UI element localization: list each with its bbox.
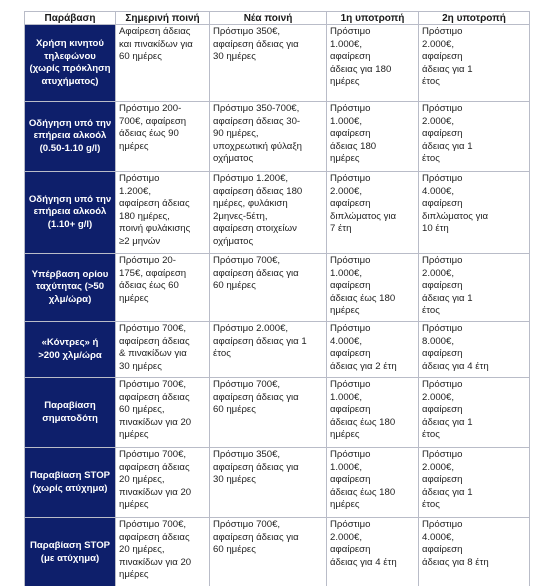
new-penalty-text: Πρόστιμο 700€, αφαίρεση άδειας για 60 ημέρες xyxy=(213,519,299,555)
offense-cell xyxy=(25,518,116,586)
second-repeat-cell xyxy=(419,25,530,102)
first-repeat-text: Πρόστιμο 2.000€, αφαίρεση άδειας για 4 έτη xyxy=(330,519,397,568)
first-repeat-cell xyxy=(327,254,419,322)
header-first-repeat: 1η υποτροπή xyxy=(327,12,419,25)
new-penalty-cell xyxy=(210,518,327,586)
header-offense: Παράβαση xyxy=(25,12,116,25)
new-penalty-text: Πρόστιμο 2.000€, αφαίρεση άδειας για 1 έτος xyxy=(213,323,307,359)
offense-cell xyxy=(25,322,116,378)
current-penalty-cell xyxy=(116,254,210,322)
first-repeat-text: Πρόστιμο 1.000€, αφαίρεση άδειας έως 180 ημέρες xyxy=(330,379,396,440)
second-repeat-text: Πρόστιμο 2.000€, αφαίρεση άδειας για 1 έτος xyxy=(422,255,473,316)
table-row xyxy=(25,172,530,254)
current-penalty-text: Πρόστιμο 20- 175€, αφαίρεση άδειας έως 60 ημέρες xyxy=(119,255,187,304)
current-penalty-text: Πρόστιμο 700€, αφαίρεση άδειας & πινακίδων για 30 ημέρες xyxy=(119,323,190,372)
offense-text: Οδήγηση υπό την επήρεια αλκοόλ (0.50-1.10 g/l) xyxy=(28,117,112,154)
first-repeat-text: Πρόστιμο 1.000€, αφαίρεση άδειας 180 ημέρες xyxy=(330,103,377,164)
offense-text: Υπέρβαση ορίου ταχύτητας (>50 χλμ/ώρα) xyxy=(31,268,109,305)
offense-cell xyxy=(25,448,116,518)
first-repeat-cell xyxy=(327,102,419,172)
current-penalty-cell xyxy=(116,518,210,586)
table-row xyxy=(25,322,530,378)
second-repeat-text: Πρόστιμο 4.000€, αφαίρεση διπλώματος για 10 έτη xyxy=(422,173,489,234)
first-repeat-cell xyxy=(327,25,419,102)
current-penalty-cell xyxy=(116,322,210,378)
header-new-penalty: Νέα ποινή xyxy=(210,12,327,25)
new-penalty-cell xyxy=(210,448,327,518)
table-row xyxy=(25,518,530,586)
current-penalty-text: Πρόστιμο 700€, αφαίρεση άδειας 20 ημέρες, πινακίδων για 20 ημέρες xyxy=(119,449,192,510)
new-penalty-text: Πρόστιμο 1.200€, αφαίρεση άδειας 180 ημέρες, φυλάκιση 2μηνες-5έτη, αφαίρεση στοιχείων οχήματος xyxy=(213,173,303,247)
offense-text: «Κόντρες» ή >200 χλμ/ώρα xyxy=(38,337,102,361)
second-repeat-text: Πρόστιμο 2.000€, αφαίρεση άδειας για 1 έτος xyxy=(422,103,473,164)
header-row xyxy=(25,12,530,25)
second-repeat-cell xyxy=(419,102,530,172)
offense-cell xyxy=(25,254,116,322)
first-repeat-text: Πρόστιμο 1.000€, αφαίρεση άδειας για 180 ημέρες xyxy=(330,26,392,87)
table-row xyxy=(25,102,530,172)
first-repeat-text: Πρόστιμο 1.000€, αφαίρεση άδειας έως 180 ημέρες xyxy=(330,449,396,510)
new-penalty-text: Πρόστιμο 350€, αφαίρεση άδειας για 30 ημέρες xyxy=(213,449,299,485)
current-penalty-text: Πρόστιμο 700€, αφαίρεση άδειας 60 ημέρες, πινακίδων για 20 ημέρες xyxy=(119,379,192,440)
second-repeat-cell xyxy=(419,518,530,586)
offense-text: Παραβίαση STOP (χωρίς ατύχημα) xyxy=(29,470,111,494)
first-repeat-cell xyxy=(327,448,419,518)
table-row xyxy=(25,448,530,518)
header-second-repeat: 2η υποτροπή xyxy=(419,12,530,25)
second-repeat-cell xyxy=(419,448,530,518)
second-repeat-text: Πρόστιμο 2.000€, αφαίρεση άδειας για 1 έτος xyxy=(422,449,473,510)
new-penalty-text: Πρόστιμο 700€, αφαίρεση άδειας για 60 ημέρες xyxy=(213,255,299,291)
current-penalty-text: Αφαίρεση άδειας και πινακίδων για 60 ημέρες xyxy=(119,26,193,62)
header-current-penalty: Σημερινή ποινή xyxy=(116,12,210,25)
second-repeat-cell xyxy=(419,322,530,378)
offense-cell xyxy=(25,172,116,254)
new-penalty-cell xyxy=(210,102,327,172)
current-penalty-cell xyxy=(116,102,210,172)
penalties-table xyxy=(24,11,530,586)
new-penalty-text: Πρόστιμο 350-700€, αφαίρεση άδειας 30- 90 ημέρες, υποχρεωτική φύλαξη οχήματος xyxy=(213,103,302,164)
offense-text: Παραβίαση σηματοδότη xyxy=(42,400,98,424)
offense-cell xyxy=(25,102,116,172)
new-penalty-cell xyxy=(210,172,327,254)
first-repeat-cell xyxy=(327,378,419,448)
first-repeat-text: Πρόστιμο 2.000€, αφαίρεση διπλώματος για 7 έτη xyxy=(330,173,397,234)
new-penalty-cell xyxy=(210,322,327,378)
table-row xyxy=(25,378,530,448)
new-penalty-text: Πρόστιμο 700€, αφαίρεση άδειας για 60 ημέρες xyxy=(213,379,299,415)
offense-text: Οδήγηση υπό την επήρεια αλκοόλ (1.10+ g/l) xyxy=(28,193,112,230)
current-penalty-cell xyxy=(116,172,210,254)
second-repeat-text: Πρόστιμο 2.000€, αφαίρεση άδειας για 1 έτος xyxy=(422,379,473,440)
second-repeat-cell xyxy=(419,378,530,448)
offense-cell xyxy=(25,25,116,102)
second-repeat-text: Πρόστιμο 8.000€, αφαίρεση άδειας για 4 έτη xyxy=(422,323,489,372)
new-penalty-cell xyxy=(210,254,327,322)
offense-text: Παραβίαση STOP (με ατύχημα) xyxy=(29,540,111,564)
second-repeat-text: Πρόστιμο 4.000€, αφαίρεση άδειας για 8 έτη xyxy=(422,519,489,568)
current-penalty-cell xyxy=(116,25,210,102)
first-repeat-cell xyxy=(327,518,419,586)
offense-text: Χρήση κινητού τηλεφώνου (χωρίς πρόκληση ατυχήματος) xyxy=(29,38,111,87)
current-penalty-cell xyxy=(116,378,210,448)
new-penalty-text: Πρόστιμο 350€, αφαίρεση άδειας για 30 ημέρες xyxy=(213,26,299,62)
current-penalty-text: Πρόστιμο 200- 700€, αφαίρεση άδειας έως 90 ημέρες xyxy=(119,103,187,152)
first-repeat-text: Πρόστιμο 1.000€, αφαίρεση άδειας έως 180 ημέρες xyxy=(330,255,396,316)
first-repeat-text: Πρόστιμο 4.000€, αφαίρεση άδειας για 2 έτη xyxy=(330,323,397,372)
second-repeat-text: Πρόστιμο 2.000€, αφαίρεση άδειας για 1 έτος xyxy=(422,26,473,87)
second-repeat-cell xyxy=(419,172,530,254)
table-row xyxy=(25,25,530,102)
new-penalty-cell xyxy=(210,378,327,448)
table-row xyxy=(25,254,530,322)
current-penalty-text: Πρόστιμο 1.200€, αφαίρεση άδειας 180 ημέρες, ποινή φυλάκισης ≥2 μηνών xyxy=(119,173,191,247)
current-penalty-cell xyxy=(116,448,210,518)
second-repeat-cell xyxy=(419,254,530,322)
first-repeat-cell xyxy=(327,172,419,254)
first-repeat-cell xyxy=(327,322,419,378)
new-penalty-cell xyxy=(210,25,327,102)
current-penalty-text: Πρόστιμο 700€, αφαίρεση άδειας 20 ημέρες, πινακίδων για 20 ημέρες xyxy=(119,519,192,580)
offense-cell xyxy=(25,378,116,448)
